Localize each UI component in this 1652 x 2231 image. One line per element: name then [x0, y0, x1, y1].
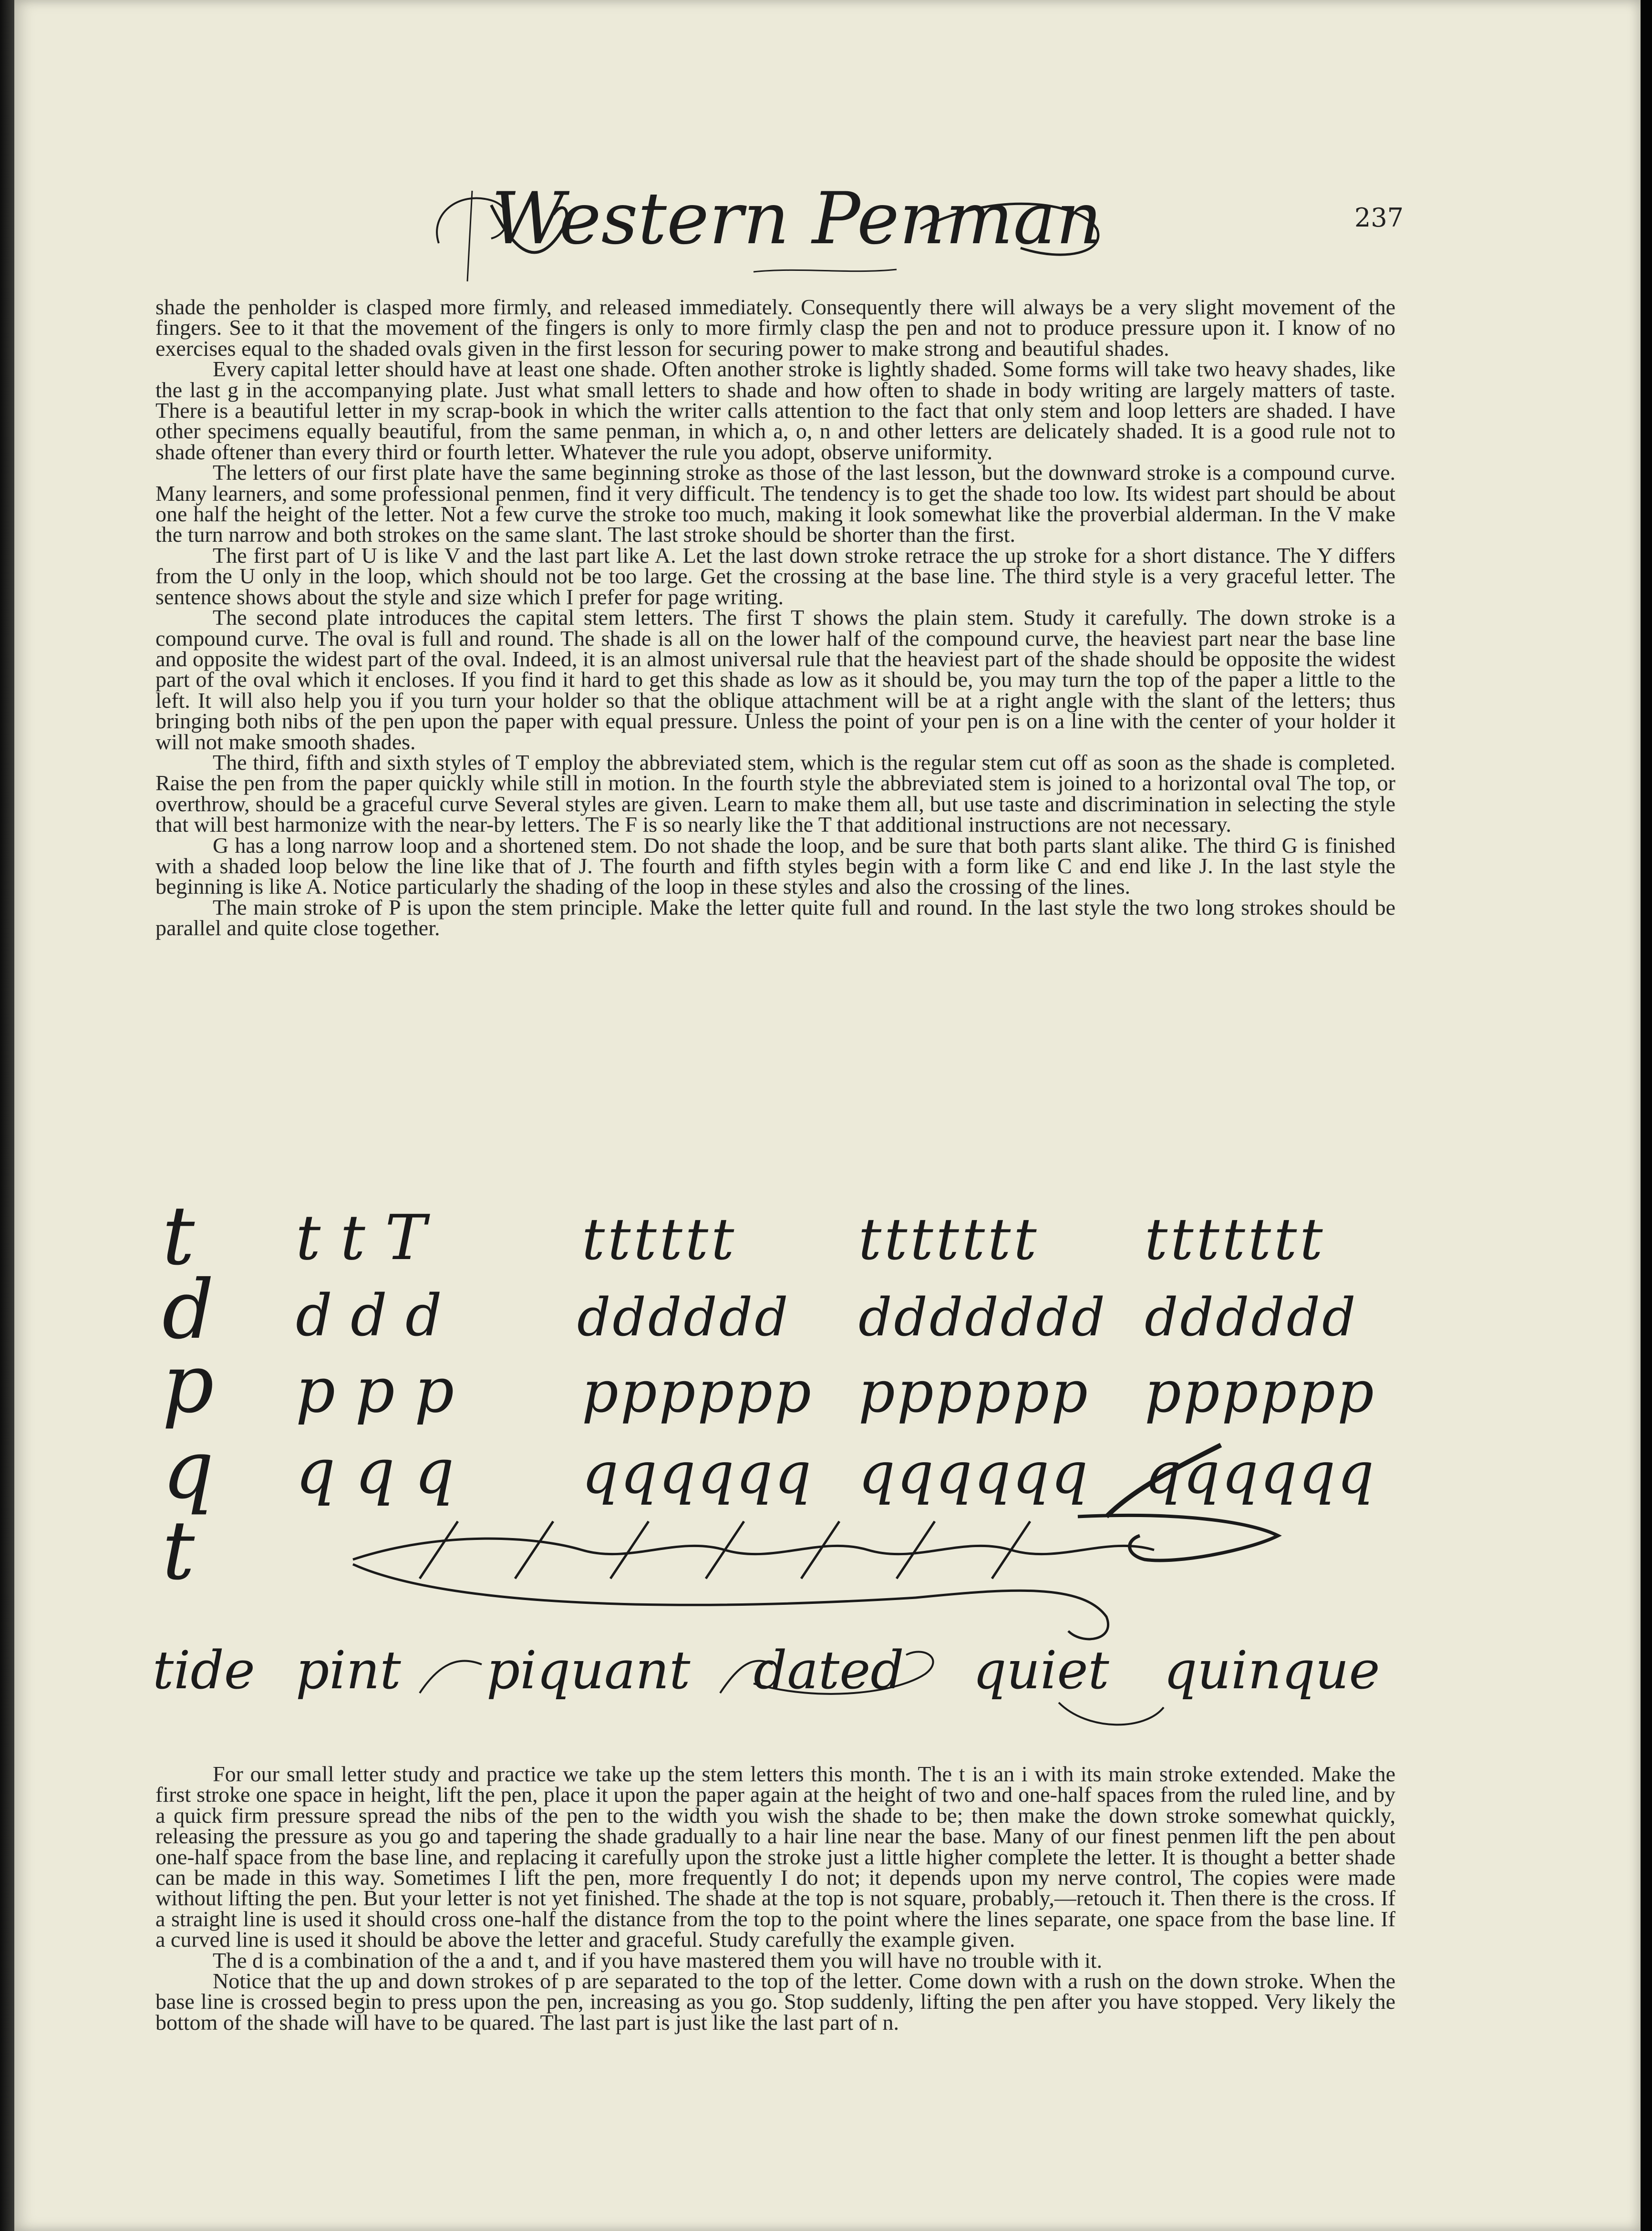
- plate-p-run-1: pppppp: [582, 1359, 813, 1425]
- lower-article-text: [155, 1764, 1395, 2033]
- right-border: [1641, 0, 1652, 2231]
- plate-d-run-3: dddddd: [1145, 1287, 1358, 1348]
- plate-t-run-3: ttttttt: [1145, 1207, 1326, 1273]
- paragraph: The first part of U is like V and the last part like A. Let the last down stroke retrace the up stroke for a short distance. The Y differs from the U only in the loop, which should not be too large. Get the crossing at the base line. The third style is a very graceful letter. The sentence shows about the style and size which I prefer for page writing.: [155, 543, 1395, 609]
- paragraph: Every capital letter should have at least one shade. Often another stroke is lightly shaded. Some forms will take two heavy shades, like the last g in the accompanying plate. Just what small letters to shade and how often to shade in body writing are largely matters of taste. There is a beautiful letter in my scrap-book in which the writer calls attention to the fact that only stem and loop letters are shaded. I have other specimens equally beautiful, from the same penman, in which a, o, n and other letters are delicately shaded. It is a good rule not to shade oftener than every third or fourth letter. Whatever the rule you adopt, observe uniformity.: [155, 357, 1395, 464]
- plate-stem-flourish: [353, 1445, 1278, 1639]
- plate-word-quiet: quiet: [973, 1640, 1109, 1701]
- paragraph: The d is a combination of the a and t, and if you have mastered them you will have no trouble with it.: [213, 1948, 1103, 1973]
- plate-q-triplet: q q q: [296, 1435, 454, 1508]
- plate-word-quinque: quinque: [1164, 1640, 1380, 1701]
- paragraph: Notice that the up and down strokes of p are separated to the top of the letter. Come down with a rush on the down stroke. When the base line is crossed begin to press upon the pen, increasing as you go. Stop suddenly, lifting the pen after you have stopped. Very likely the bottom of the shade will have to be quared. The last part is just like the last part of n.: [155, 1969, 1395, 2035]
- plate-q-run-3: qqqqqq: [1145, 1440, 1376, 1507]
- masthead-script: [420, 172, 1135, 291]
- plate-q-run-1: qqqqqq: [582, 1440, 813, 1507]
- plate-d-run-2: ddddddd: [858, 1287, 1107, 1348]
- plate-p-triplet: p p p: [296, 1354, 454, 1426]
- paragraph: G has a long narrow loop and a shortened stem. Do not shade the loop, and be sure that both parts slant alike. The third G is finished with a shaded loop below the line like that of J. The fourth and fifth styles begin with a form like C and end like J. In the last style the beginning is like A. Notice particularly the shading of the loop in these styles and also the crossing of the lines.: [155, 833, 1395, 899]
- plate-stem-single: t: [162, 1504, 195, 1598]
- plate-q-single: q: [162, 1423, 214, 1517]
- plate-word-dated: dated: [754, 1640, 904, 1701]
- plate-t-run-1: tttttt: [582, 1207, 737, 1273]
- plate-t-run-2: ttttttt: [858, 1207, 1040, 1273]
- upper-article-text: [155, 297, 1395, 939]
- plate-svg: [153, 1188, 1402, 1750]
- masthead-logo: [420, 172, 1135, 291]
- plate-d-triplet: d d d: [296, 1283, 442, 1349]
- page-number: 237: [1354, 203, 1404, 233]
- plate-word-tide: tide: [153, 1640, 255, 1701]
- masthead-title: Western Penman: [491, 177, 1102, 260]
- paragraph: shade the penholder is clasped more firmly, and released immediately. Consequently there will always be a very slight movement of the fingers. See to it that the movement of the fingers is only to more firmly clasp the pen and not to produce pressure upon it. I know of no exercises equal to the shaded ovals given in the first lesson for securing power to make strong and beautiful shades.: [155, 295, 1395, 361]
- paragraph: For our small letter study and practice we take up the stem letters this month. The t is an i with its main stroke extended. Make the first stroke one space in height, lift the pen, place it upon the paper again at the height of two and one-half spaces from the ruled line, and by a quick firm pressure spread the nibs of the pen to the width you wish the shade to be; then make the down stroke somewhat quickly, releasing the pressure as you go and tapering the shade gradually to a hair line near the base. Many of our finest penmen lift the pen about one-half space from the base line, and replacing it carefully upon the stroke just a little higher complete the letter. It is thought a better shade can be made in this way. Sometimes I lift the pen, more frequently I do not; it depends upon my nerve control, The copies were made without lifting the pen. But your letter is not yet finished. The shade at the top is not square, probably,—retouch it. Then there is the cross. If a straight line is used it should cross one-half the distance from the top to the point where the lines separate, one space from the base line. If a curved line is used it should be above the letter and graceful. Study carefully the example given.: [155, 1762, 1395, 1952]
- plate-p-run-2: pppppp: [858, 1359, 1090, 1425]
- paragraph: The second plate introduces the capital stem letters. The first T shows the plain stem. Study it carefully. The down stroke is a compound curve. The oval is full and round. The shade is all on the lower half of the compound curve, the heaviest part near the base line and opposite the widest part of the oval. Indeed, it is an almost universal rule that the heaviest part of the shade should be opposite the widest part of the oval which it encloses. If you find it hard to get this shade as low as it should be, you may turn the top of the paper a little to the left. It will also help you if you turn your holder so that the oblique attachment will be at a right angle with the slant of the letters; thus bringing both nibs of the pen upon the paper with equal pressure. Unless the point of your pen is on a line with the center of your holder it will not make smooth shades.: [155, 605, 1395, 754]
- page-gutter: [0, 0, 14, 2231]
- plate-word-piquant: piquant: [486, 1640, 691, 1701]
- plate-word-pint: pint: [296, 1640, 401, 1701]
- penmanship-plate: [153, 1188, 1402, 1750]
- paragraph: The letters of our first plate have the same beginning stroke as those of the last lesson, but the downward stroke is a compound curve. Many learners, and some professional penmen, find it very difficult. The tendency is to get the shade too low. Its widest part should be about one half the height of the letter. Not a few curve the stroke too much, making it look somewhat like the proverbial alderman. In the V make the turn narrow and both strokes on the same slant. The last stroke should be shorter than the first.: [155, 460, 1395, 547]
- plate-p-run-3: pppppp: [1145, 1359, 1376, 1425]
- plate-t-single: t: [162, 1189, 195, 1283]
- paragraph: The third, fifth and sixth styles of T employ the abbreviated stem, which is the regular stem cut off as soon as the shade is completed. Raise the pen from the paper quickly while still in motion. In the fourth style the abbreviated stem is joined to a horizontal oval The top, or overthrow, should be a graceful curve Several styles are given. Learn to make them all, but use taste and discrimination in selecting the style that will best harmonize with the near-by letters. The F is so nearly like the T that additional instructions are not necessary.: [155, 750, 1395, 837]
- plate-d-run-1: dddddd: [577, 1287, 790, 1348]
- plate-p-single: p: [162, 1337, 214, 1431]
- plate-d-single: d: [162, 1263, 214, 1357]
- plate-q-run-2: qqqqqq: [858, 1440, 1090, 1507]
- plate-t-triplet: t t T: [296, 1201, 426, 1274]
- paragraph: The main stroke of P is upon the stem principle. Make the letter quite full and round. In the last style the two long strokes should be parallel and quite close together.: [155, 895, 1395, 940]
